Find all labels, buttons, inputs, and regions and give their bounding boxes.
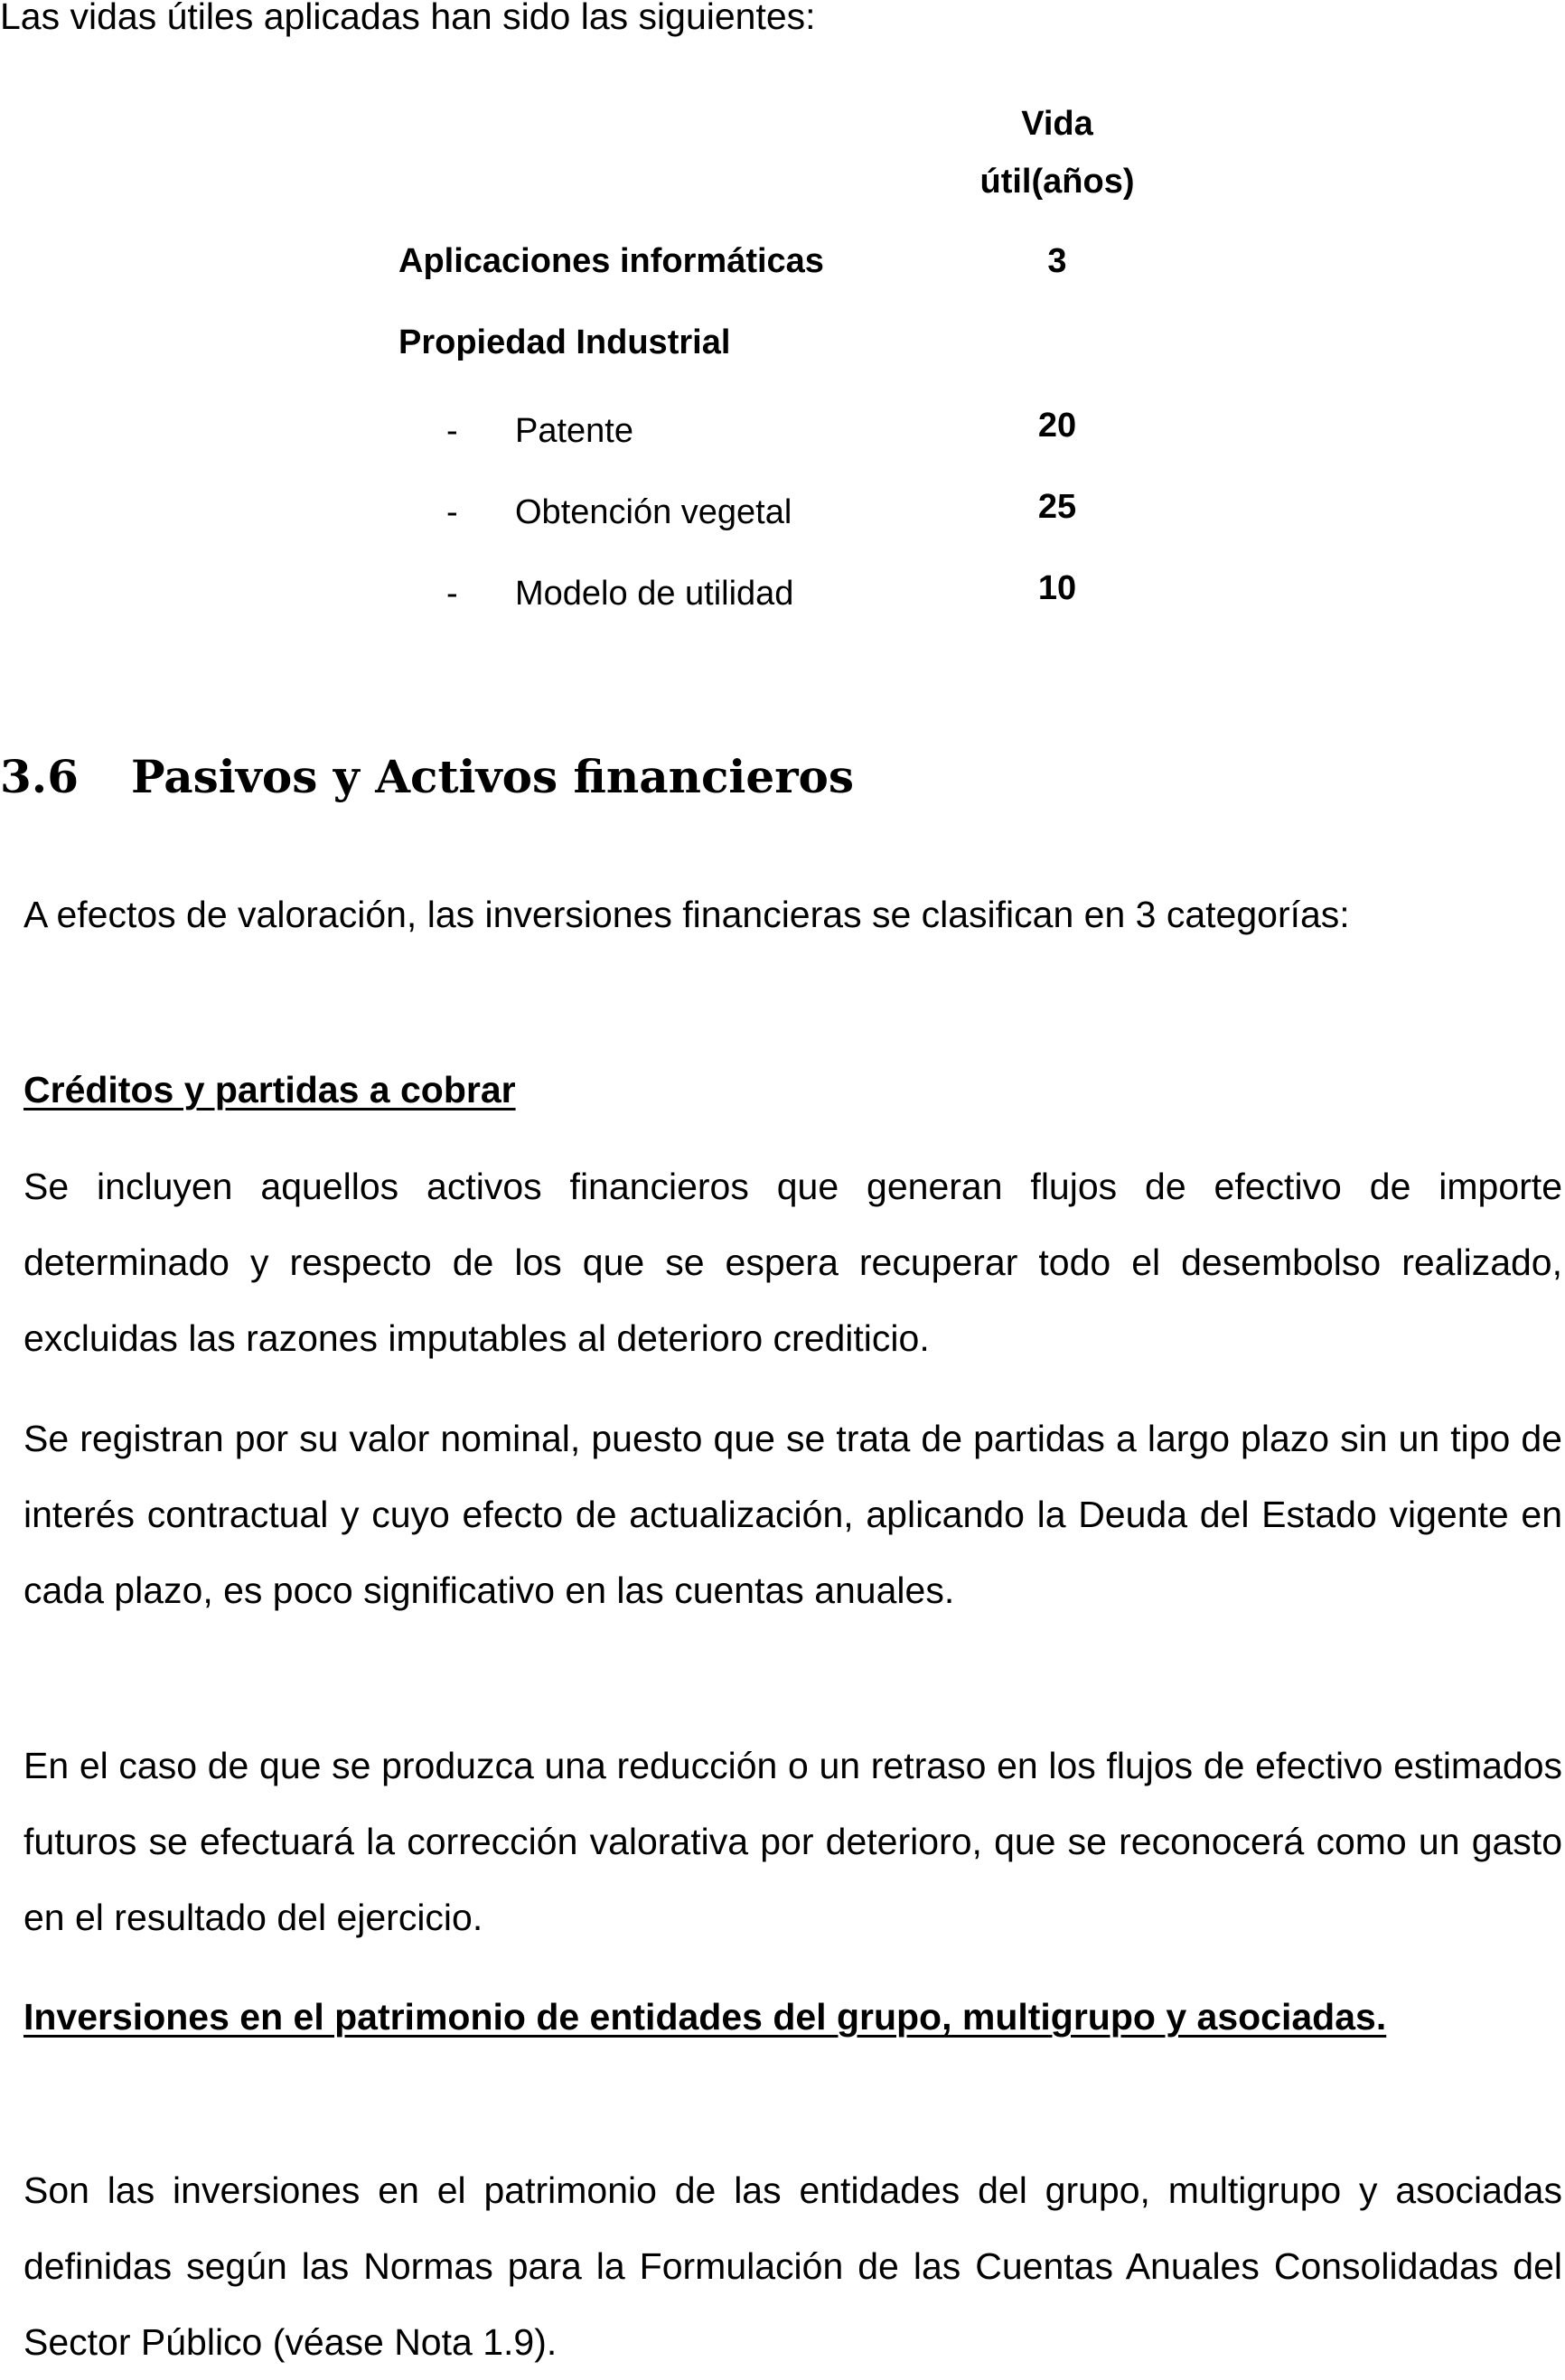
table-subrow-value: 10 [1037,569,1077,607]
header-line-2: útil(años) [979,163,1135,201]
subheading: Créditos y partidas a cobrar [23,1069,516,1110]
table-subrow-label: Modelo de utilidad [515,575,794,613]
section-heading [0,748,854,806]
section-number: 3.6 [0,750,79,803]
paragraph: Se registran por su valor nominal, puesto que se trata de partidas a largo plazo sin un tipo de interés contractual y cuyo efecto de actualización, aplicando la Deuda del Estado vigente en cada plazo, es poco significativo en las cuentas anuales. [23,1418,1562,1611]
list-dash: - [446,575,458,613]
section-title: Pasivos y Activos financieros [131,750,855,803]
paragraph: A efectos de valoración, las inversiones financieras se clasifican en 3 categorías: [23,894,1350,935]
table-row-label: Aplicaciones informáticas [398,242,824,280]
table-subrow-value: 20 [1037,407,1077,445]
paragraph: En el caso de que se produzca una reducción o un retraso en los flujos de efectivo estimados futuros se efectuará la corrección valorativa por deterioro, que se reconocerá como un gasto en el resultado del ejercicio. [23,1745,1562,1938]
paragraph: Se incluyen aquellos activos financieros que generan flujos de efectivo de importe determinado y respecto de los que se espera recuperar todo el desembolso realizado, excluidas las razones imputables al deterioro crediticio. [23,1166,1562,1359]
table-row-value: 3 [1047,242,1067,280]
list-dash: - [446,493,458,531]
subheading: Inversiones en el patrimonio de entidades del grupo, multigrupo y asociadas. [23,1996,1387,2038]
list-dash: - [446,412,458,450]
header-line-1: Vida [1021,105,1093,143]
table-row-label: Propiedad Industrial [398,323,731,361]
intro-text: Las vidas útiles aplicadas han sido las siguientes: [0,0,816,37]
table-column-header [940,95,1175,211]
paragraph: Son las inversiones en el patrimonio de las entidades del grupo, multigrupo y asociadas definidas según las Normas para la Formulación de las Cuentas Anuales Consolidadas del Sector Público (véase Nota 1.9). [23,2169,1562,2363]
table-subrow-label: Obtención vegetal [515,493,792,531]
table-subrow-label: Patente [515,412,633,450]
table-subrow-value: 25 [1037,488,1077,526]
